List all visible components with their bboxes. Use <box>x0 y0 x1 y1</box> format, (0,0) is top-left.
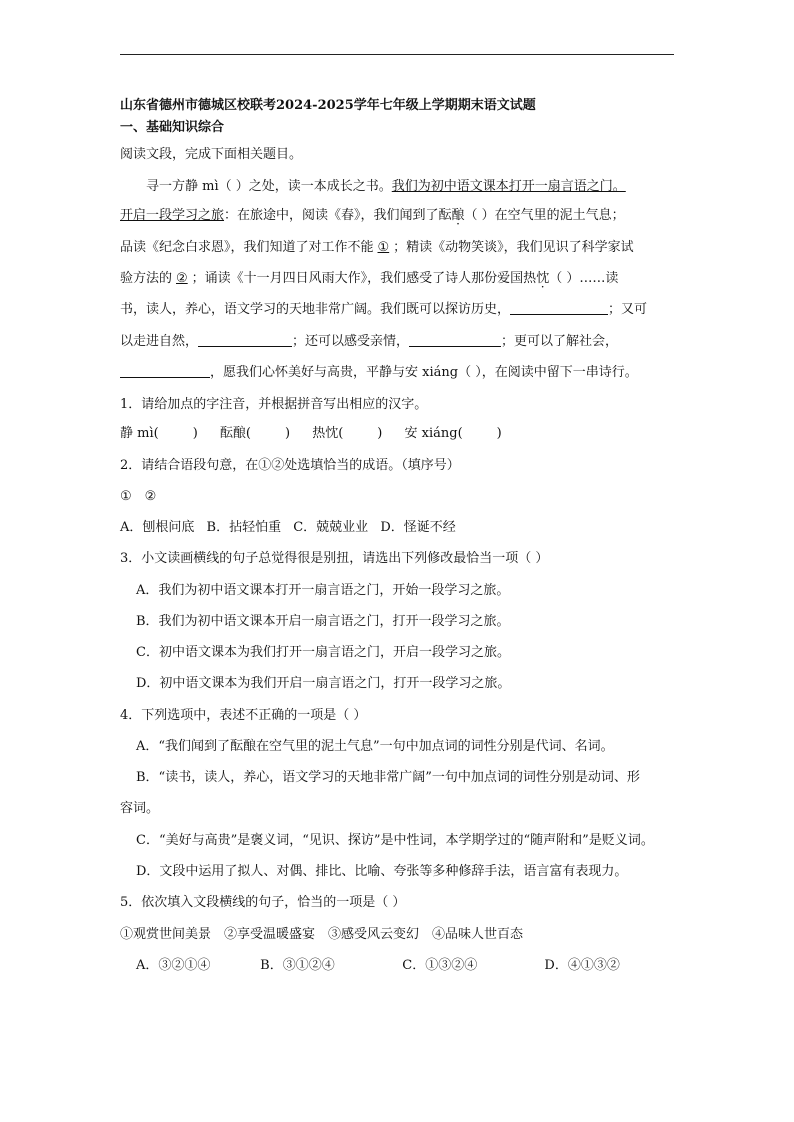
blank-marker-1: ① <box>377 240 390 255</box>
passage-text: 寻一方静 mì（ ）之处，读一本成长之书。 <box>146 179 392 194</box>
option-a[interactable]: A．③②①④ <box>136 958 211 973</box>
dotted-char: 酿 <box>451 208 465 223</box>
option-b[interactable]: B．我们为初中语文课本开启一扇言语之门，打开一段学习之旅。 <box>136 614 510 629</box>
question-3-stem: 3．小文读画横线的句子总觉得很是别扭，请选出下列修改最恰当一项（ ） <box>120 551 549 566</box>
question-2-options <box>120 519 456 537</box>
option-c[interactable]: C．①③②④ <box>402 958 478 973</box>
question-5-options <box>136 957 620 975</box>
fill-blank[interactable] <box>120 364 210 378</box>
passage-text: ：在旅途中，阅读《春》，我们闻到了酝 <box>224 208 452 223</box>
passage-line-4 <box>120 270 618 288</box>
option-a[interactable]: A．我们为初中语文课本打开一扇言语之门，开始一段学习之旅。 <box>136 583 510 598</box>
q1-item: ) <box>285 426 291 441</box>
option-d[interactable]: D．④①③② <box>544 958 620 973</box>
passage-text: ；又可 <box>608 302 648 317</box>
intro-text: 阅读文段，完成下面相关题目。 <box>120 147 303 162</box>
underlined-sentence: 开启一段学习之旅 <box>120 208 225 223</box>
q1-item: 热忱( <box>312 426 344 441</box>
option-c[interactable]: C．“美好与高贵”是褒义词，“见识、探访”是中性词，本学期学过的“随声附和”是贬义词。 <box>136 833 654 848</box>
section-heading: 一、基础知识综合 <box>120 120 225 135</box>
passage-text: ；更可以了解社会， <box>501 334 619 349</box>
option-a[interactable]: A．刨根问底 <box>120 520 195 535</box>
q1-item: 静 mì( <box>120 426 159 441</box>
q1-item: ) <box>496 426 502 441</box>
fill-blank[interactable] <box>510 301 608 315</box>
passage-text: （ ）……读 <box>549 271 619 286</box>
passage-text: （ ）在空气里的泥土气息； <box>464 208 625 223</box>
passage-text: 品读《纪念白求恩》，我们知道了对工作不能 <box>120 240 374 255</box>
option-b[interactable]: B．拈轻怕重 <box>206 520 282 535</box>
passage-line-1 <box>146 178 626 196</box>
fill-blank[interactable] <box>409 333 501 347</box>
blank-marker-2: ② <box>176 271 188 286</box>
passage-text: 以走进自然， <box>120 334 199 349</box>
q1-item: 安 xiáng( <box>404 426 463 441</box>
passage-text: ；诵读《十一月四日风雨大作》，我们感受了诗人那份爱国热 <box>191 271 537 286</box>
question-2-stem: 2．请结合语段句意，在①②处选填恰当的成语。（填序号） <box>120 458 460 473</box>
q1-item: 酝酿( <box>219 426 251 441</box>
passage-text: ；还可以感受亲情， <box>292 334 410 349</box>
option-b[interactable]: B．③①②④ <box>260 958 335 973</box>
passage-text: 验方法的 <box>120 271 173 286</box>
header-rule <box>120 54 674 55</box>
underlined-sentence: 我们为初中语文课本打开一扇言语之门。 <box>391 179 626 194</box>
option-b[interactable]: B．“读书，读人，养心，语文学习的天地非常广阔”一句中加点词的词性分别是动词、形 <box>136 770 640 785</box>
page-title: 山东省德州市德城区校联考2024-2025学年七年级上学期期末语文试题 <box>120 98 536 113</box>
question-2-marks: ① ② <box>120 489 157 504</box>
passage-line-2 <box>120 207 625 225</box>
option-c[interactable]: C．初中语文课本为我们打开一扇言语之门，开启一段学习之旅。 <box>136 645 510 660</box>
fill-blank[interactable] <box>198 333 292 347</box>
option-d[interactable]: D．怪诞不经 <box>380 520 456 535</box>
passage-text: 书，读人，养心，语文学习的天地非常广阔。我们既可以探访历史， <box>120 302 511 317</box>
question-5-phrases: ①观赏世间美景 ②享受温暖盛宴 ③感受风云变幻 ④品味人世百态 <box>120 927 524 942</box>
dotted-char: 忱 <box>536 271 550 286</box>
option-a[interactable]: A．“我们闻到了酝酿在空气里的泥土气息”一句中加点词的词性分别是代词、名词。 <box>136 739 614 754</box>
passage-text: ，愿我们心怀美好与高贵，平静与安 xiáng（ ），在阅读中留下一串诗行。 <box>210 365 638 380</box>
option-d[interactable]: D．文段中运用了拟人、对偶、排比、比喻、夸张等多种修辞手法，语言富有表现力。 <box>136 864 628 879</box>
passage-line-3 <box>120 239 634 257</box>
question-1-items <box>120 425 502 443</box>
option-d[interactable]: D．初中语文课本为我们开启一扇言语之门，打开一段学习之旅。 <box>136 676 511 691</box>
question-1-stem: 1．请给加点的字注音，并根据拼音写出相应的汉字。 <box>120 397 428 412</box>
option-c[interactable]: C．兢兢业业 <box>293 520 369 535</box>
option-b-continued: 容词。 <box>120 801 160 816</box>
q1-item: ) <box>377 426 383 441</box>
passage-text: ；精读《动物笑谈》，我们见识了科学家试 <box>393 240 634 255</box>
passage-line-7 <box>120 364 638 382</box>
question-5-stem: 5．依次填入文段横线的句子，恰当的一项是（ ） <box>120 895 406 910</box>
q1-item: ) <box>192 426 198 441</box>
passage-line-6 <box>120 333 618 351</box>
question-4-stem: 4．下列选项中，表述不正确的一项是（ ） <box>120 708 367 723</box>
passage-line-5 <box>120 301 647 319</box>
